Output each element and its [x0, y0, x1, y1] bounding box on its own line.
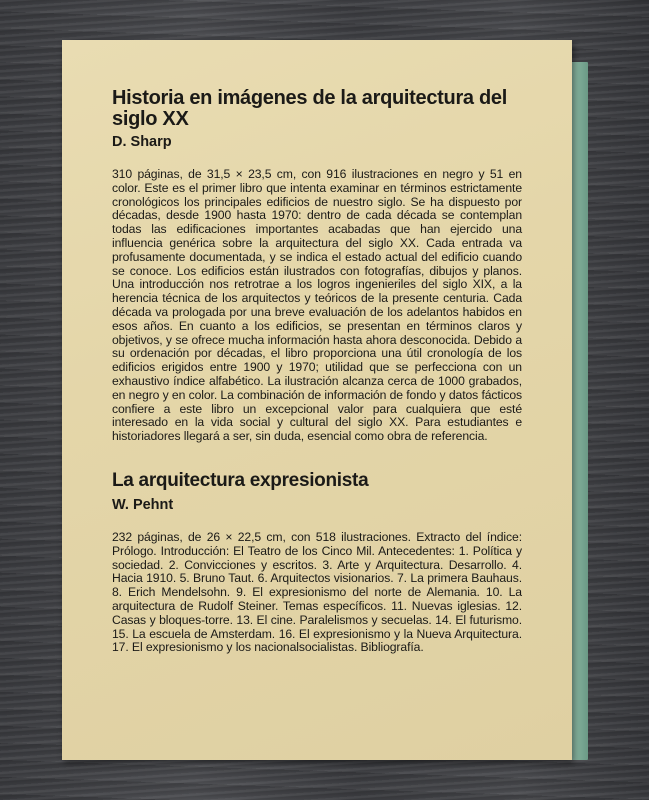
book-author: W. Pehnt	[112, 497, 174, 513]
book-description: 310 páginas, de 31,5 × 23,5 cm, con 916 ilustraciones en negro y 51 en color. Este es el primer libro que intenta examinar en términos estrictamente cronológicos los principales edificios de nuestro siglo. Se ha dispuesto por décadas, desde 1900 hasta 1970: dentro de cada década se contemplan todas las edificaciones importantes acabadas que han ejercido una influencia genérica sobre la arquitectura del siglo XX. Cada entrada va profusamente documentada, y se indica el estado actual del edificio cuando se conoce. Los edificios están ilustrados con fotografías, dibujos y planos. Una introducción nos retrotrae a los logros ingenieriles del siglo XIX, a la herencia técnica de los arquitectos y teóricos de la presente centuria. Cada década va prologada por una breve evaluación de los adelantos habidos en esos años. En cuanto a los edificios, se presentan en términos claros y objetivos, y se ofrece mucha información hasta ahora desconocida. Debido a su ordenación por décadas, el libro proporciona una útil cronología de los edificios erigidos entre 1900 y 1970; utilidad que se perfecciona con un exhaustivo índice alfabético. La ilustración alcanza cerca de 1000 grabados, en negro y en color. La combinación de información de fondo y datos fácticos confiere a este libro un excepcional valor para cualquiera que esté interesado en la vida social y cultural del siglo XX. Para estudiantes e historiadores llegará a ser, sin duda, esencial como obra de referencia.	[112, 167, 522, 444]
book-description: 232 páginas, de 26 × 22,5 cm, con 518 ilustraciones. Extracto del índice: Prólogo. Introducción: El Teatro de los Cinco Mil. Antecedentes: 1. Política y sociedad. 2. Convicciones y escritos. 3. Arte y Arquitectura. Desarrollo. 4. Hacia 1910. 5. Bruno Taut. 6. Arquitectos visionarios. 7. La primera Bauhaus. 8. Erich Mendelsohn. 9. El expresionismo del norte de Alemania. 10. La arquitectura de Rudolf Steiner. Temas específicos. 11. Nuevas iglesias. 12. Casas y bloques-torre. 13. El cine. Paralelismos y secuelas. 14. El futurismo. 15. La escuela de Amsterdam. 16. El expresionismo y la Nueva Arquitectura. 17. El expresionismo y los nacionalsocialistas. Bibliografía.	[112, 530, 522, 655]
book-title: La arquitectura expresionista	[112, 470, 369, 491]
book-back-cover	[62, 40, 572, 760]
book-entry-pehnt	[112, 470, 522, 655]
book-spine-edge	[570, 62, 588, 760]
book-title: Historia en imágenes de la arquitectura del siglo XX	[112, 87, 508, 130]
book-author: D. Sharp	[112, 134, 172, 150]
book-entry-sharp	[112, 88, 522, 444]
